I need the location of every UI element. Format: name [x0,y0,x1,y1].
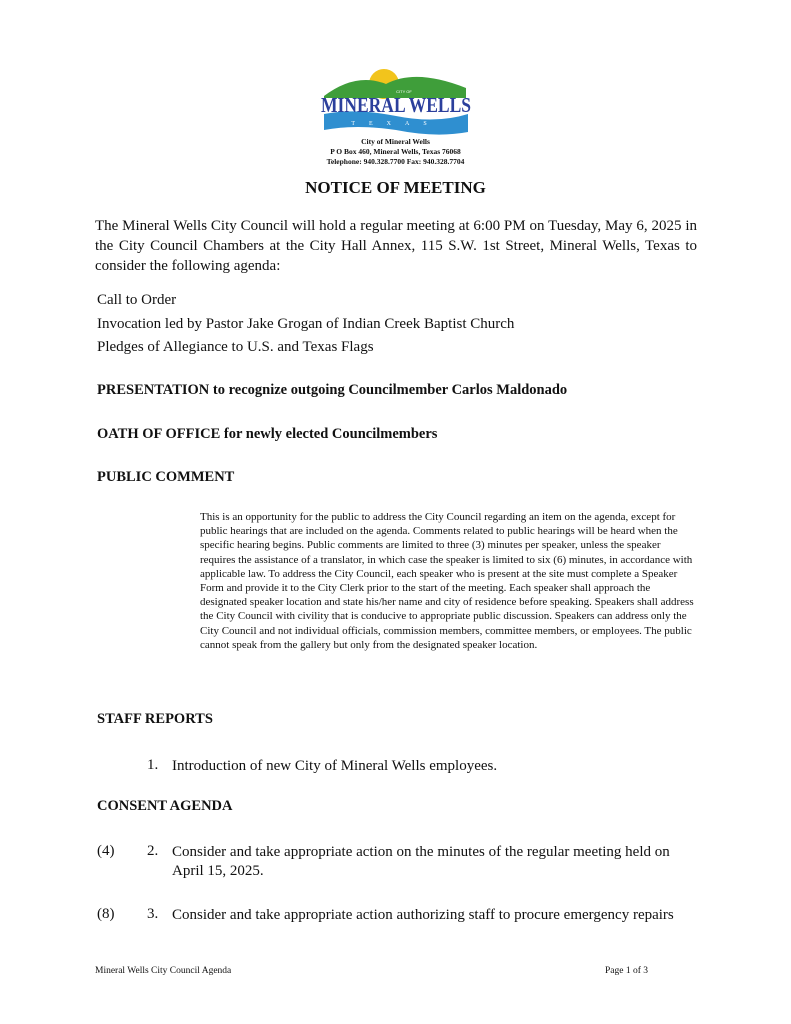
oath-heading: OATH OF OFFICE for newly elected Councilmembers [97,426,438,442]
item-number: 2. [147,843,159,859]
city-logo-graphic [316,64,476,138]
public-comment-heading: PUBLIC COMMENT [97,469,235,485]
item-number: 3. [147,906,159,922]
page-title: NOTICE OF MEETING [305,178,486,197]
item-reference: (4) [97,843,115,859]
staff-reports-heading: STAFF REPORTS [97,711,213,727]
item-reference: (8) [97,906,115,922]
intro-paragraph: The Mineral Wells City Council will hold a regular meeting at 6:00 PM on Tuesday, May 6, 2025 in the City Council Chambers at the City Hall Annex, 115 S.W. 1st Street, Mineral Wells, Texas to consider the following agenda: [95,218,697,274]
public-comment-text: This is an opportunity for the public to address the City Council regarding an item on the agenda, except for public hearings that are included on the agenda. Comments related to public hearings will be heard when the specific hearing begins. Public comments are limited to three (3) minutes per speaker, unless the speaker requires the assistance of a translator, in which case the speaker is limited to six (6) minutes, in accordance with applicable law. To address the City Council, each speaker who is present at the site must complete a Speaker Form and provide it to the City Clerk prior to the start of the meeting. Each speaker shall approach the designated speaker location and state his/her name and city of residence before speaking. Speakers shall address the City Council with civility that is conducive to appropriate public discussion. Speakers can address only the City Council and not individual officials, commission members, committee members, or employees. The public cannot speak from the gallery but only from the designated speaker location. [200,511,694,651]
footer-title: Mineral Wells City Council Agenda [95,966,232,976]
footer-page-number: Page 1 of 3 [605,966,649,976]
org-phone: Telephone: 940.328.7700 Fax: 940.328.7704 [326,157,465,166]
agenda-item-call-to-order: Call to Order [97,292,177,308]
agenda-item-text: Introduction of new City of Mineral Wells employees. [172,758,498,774]
agenda-item-text: Consider and take appropriate action on the minutes of the regular meeting held on April 15, 2025. [172,844,670,879]
consent-agenda-heading: CONSENT AGENDA [97,798,233,814]
agenda-item-pledges: Pledges of Allegiance to U.S. and Texas Flags [97,339,374,355]
logo-small-text: CITY OF [396,89,412,94]
agenda-item-text: Consider and take appropriate action authorizing staff to procure emergency repairs [172,907,674,923]
logo-text: MINERAL WELLS [321,93,471,117]
presentation-heading: PRESENTATION to recognize outgoing Councilmember Carlos Maldonado [97,382,568,398]
org-name: City of Mineral Wells [361,137,430,146]
city-logo [316,64,476,138]
agenda-item-invocation: Invocation led by Pastor Jake Grogan of Indian Creek Baptist Church [97,316,515,332]
org-address: P O Box 460, Mineral Wells, Texas 76068 [330,147,461,156]
logo-subtitle: TEXAS [351,121,441,127]
item-number: 1. [147,757,159,773]
